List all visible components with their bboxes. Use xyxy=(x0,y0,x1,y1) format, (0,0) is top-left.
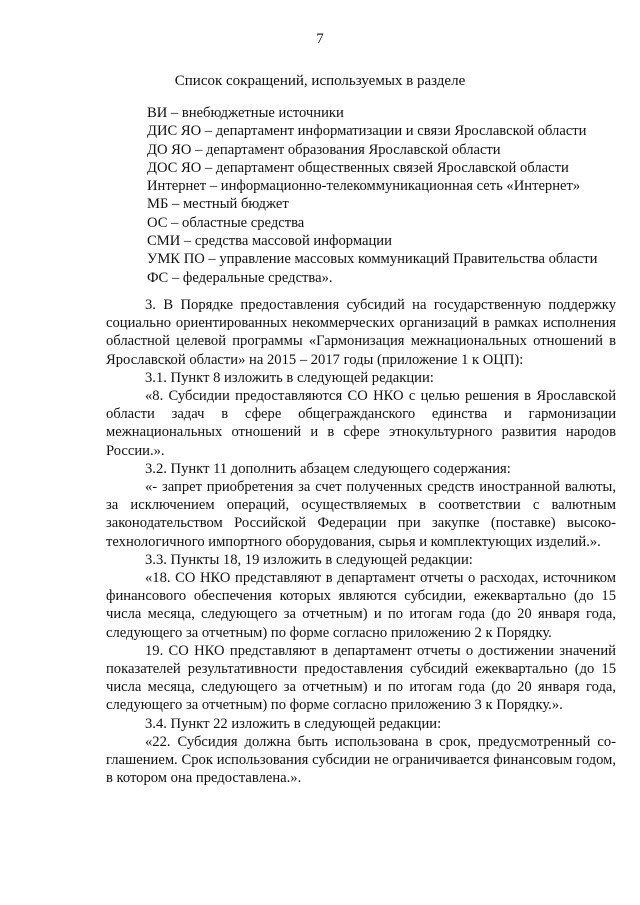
page-number: 7 xyxy=(316,31,324,47)
section-heading: Список сокращений, используемых в разделе xyxy=(174,73,466,89)
paragraph: 3.4. Пункт 22 изложить в следующей редакции: xyxy=(145,715,442,732)
abbreviation-item: ФС – федеральные средства». xyxy=(147,269,333,286)
abbreviation-item: УМК ПО – управление массовых коммуникаций Правительства области xyxy=(147,251,598,268)
paragraph: 3.2. Пункт 11 дополнить абзацем следующего содержания: xyxy=(145,460,511,477)
abbreviation-item: ДОС ЯО – департамент общественных связей Ярославской области xyxy=(147,159,569,176)
paragraph: 3.3. Пункты 18, 19 изложить в следующей редакции: xyxy=(145,551,473,568)
paragraph: «18. СО НКО представляют в департамент отчеты о расходах, источником финансового обеспечения которых являются субсидии, ежеквартально (до 15 числа месяца, следующего за отчетным) и по итогам года (до 20 января года, следующего за отчетным) по форме согласно приложению 2 к Порядку. xyxy=(106,570,616,641)
paragraph: 3.1. Пункт 8 изложить в следующей редакции: xyxy=(145,369,434,386)
paragraph: «22. Субсидия должна быть использована в срок, предусмотренный соглашением. Срок использования субсидии не ограничивается финансовым годом, в котором она предоставлена.». xyxy=(106,733,616,787)
abbreviation-item: СМИ – средства массовой информации xyxy=(147,233,392,250)
abbreviation-item: Интернет – информационно-телекоммуникационная сеть «Интернет» xyxy=(147,178,581,195)
paragraph: «8. Субсидии предоставляются СО НКО с целью решения в Ярославской области задач в сфере общегражданского единства и гармонизации межнациональных отношений и в сфере этнокультурного развития народов России.». xyxy=(106,388,616,459)
abbreviation-item: ОС – областные средства xyxy=(147,214,305,231)
paragraph: «- запрет приобретения за счет полученных средств иностранной валюты, за исключением операций, осуществляемых в соответствии с валютным законодательством Российской Федерации при закупке (поставке) высокотехнологичного импортного оборудования, сырья и комплектующих изделий.». xyxy=(106,479,616,550)
paragraph: 19. СО НКО представляют в департамент отчеты о достижении значений показателей результативности предоставления субсидий ежеквартально (до 15 числа месяца, следующего за отчетным) и по итогам года (до 20 января года, следующего за отчетным) по форме согласно приложению 3 к Порядку.». xyxy=(106,642,616,714)
abbreviation-item: ДИС ЯО – департамент информатизации и связи Ярославской области xyxy=(147,123,587,140)
abbreviation-item: ДО ЯО – департамент образования Ярославской области xyxy=(147,141,501,158)
body-text xyxy=(106,296,616,787)
abbreviation-list xyxy=(147,104,617,287)
paragraph: 3. В Порядке предоставления субсидий на государственную поддержку социально ориентированных некоммерческих организаций в рамках исполнения областной целевой программы «Гармонизация межнациональных отношений в Ярославской области» на 2015 – 2017 годы (приложение 1 к ОЦП): xyxy=(106,297,616,368)
abbreviation-item: ВИ – внебюджетные источники xyxy=(147,105,344,121)
abbreviation-item: МБ – местный бюджет xyxy=(147,196,289,213)
